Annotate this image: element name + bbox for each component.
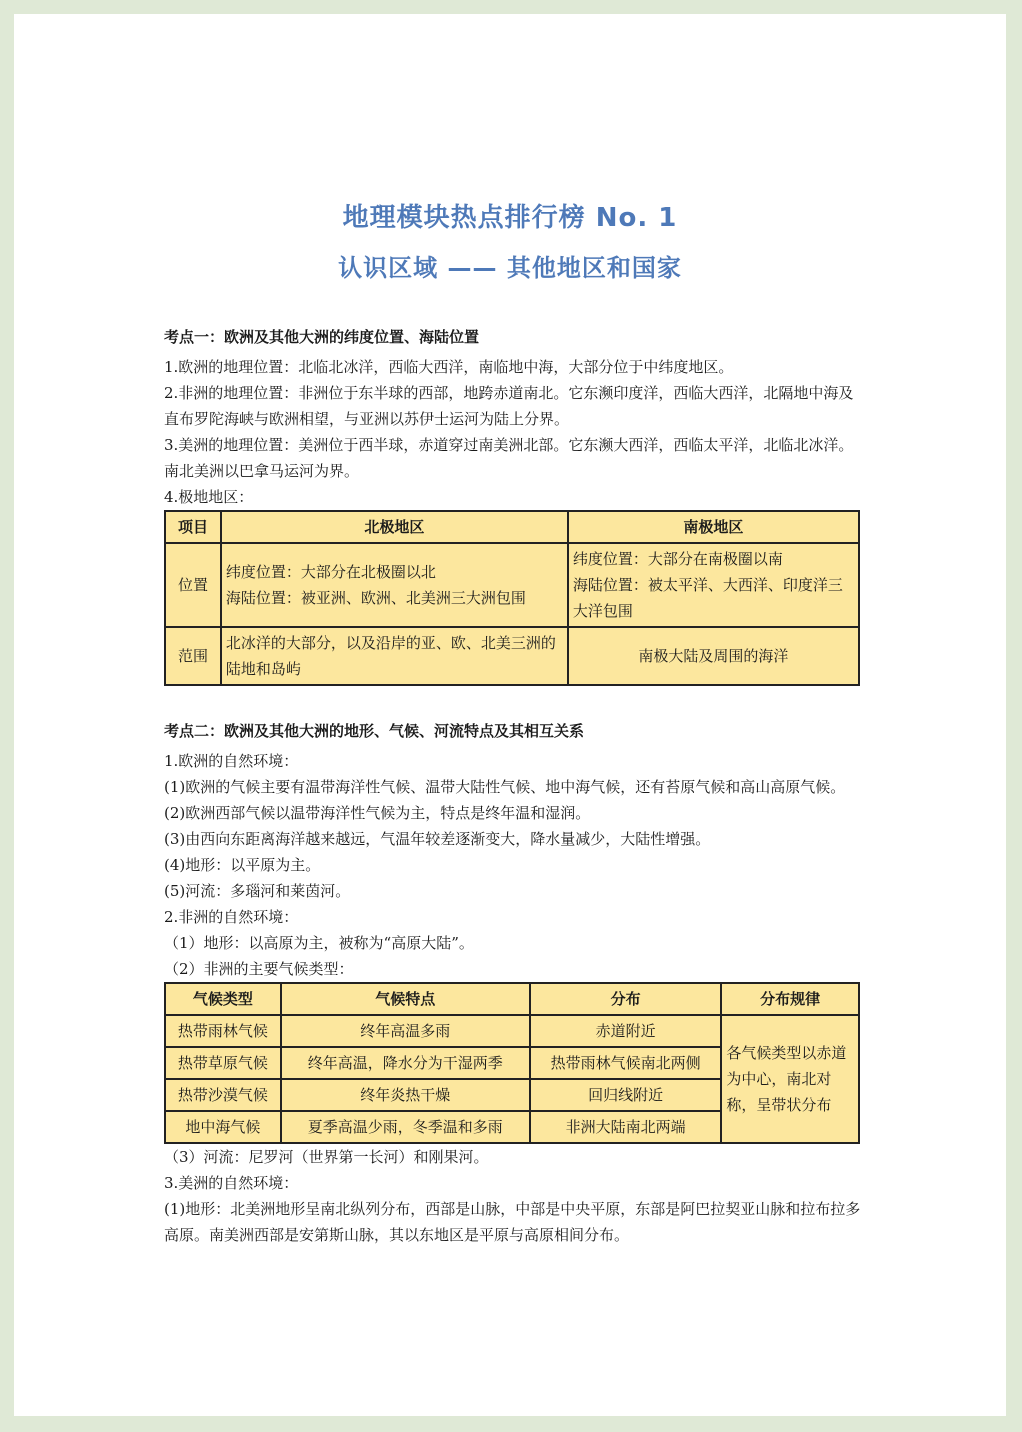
section2-heading: 考点二：欧洲及其他大洲的地形、气候、河流特点及其相互关系: [164, 722, 585, 740]
section1-heading: 考点一：欧洲及其他大洲的纬度位置、海陆位置: [164, 328, 480, 346]
table-header-cell: 南极地区: [568, 511, 859, 543]
cell-line: 海陆位置：被太平洋、大西洋、印度洋三大洋包围: [572, 576, 843, 620]
document-body: [164, 324, 864, 1248]
section2-para: (4)地形：以平原为主。: [164, 856, 321, 874]
cell-line: 海陆位置：被亚洲、欧洲、北美洲三大洲包围: [225, 589, 526, 607]
table-cell-south: [568, 543, 859, 627]
section2-para: 1.欧洲的自然环境：: [164, 752, 299, 770]
table-cell: 终年炎热干燥: [281, 1079, 530, 1111]
cell-line: 纬度位置：大部分在北极圈以北: [225, 563, 436, 581]
table-cell: 热带沙漠气候: [165, 1079, 281, 1111]
table-header-cell: 分布规律: [721, 983, 859, 1015]
document-subtitle: 认识区域 —— 其他地区和国家: [338, 254, 682, 282]
table-header-cell: 项目: [165, 511, 221, 543]
section2-para: 2.非洲的自然环境：: [164, 908, 299, 926]
table-cell: 热带草原气候: [165, 1047, 281, 1079]
table-row-label: 位置: [165, 543, 221, 627]
table-cell-north: [221, 543, 568, 627]
distribution-rule-cell: 各气候类型以赤道为中心，南北对称，呈带状分布: [721, 1015, 859, 1143]
africa-climate-table: [164, 982, 860, 1144]
section-spacer: [164, 686, 864, 718]
table-row: [165, 543, 859, 627]
table-header-cell: 北极地区: [221, 511, 568, 543]
table-row: [165, 1015, 859, 1047]
table-header-cell: 气候特点: [281, 983, 530, 1015]
table-cell-south: 南极大陆及周围的海洋: [568, 627, 859, 685]
table-cell: 回归线附近: [530, 1079, 721, 1111]
section2-para: (5)河流：多瑙河和莱茵河。: [164, 882, 351, 900]
table-cell: 夏季高温少雨，冬季温和多雨: [281, 1111, 530, 1143]
table-cell: 地中海气候: [165, 1111, 281, 1143]
section2-para: (2)欧洲西部气候以温带海洋性气候为主，特点是终年温和湿润。: [164, 804, 591, 822]
document-page: [14, 14, 1006, 1416]
table-cell-north: 北冰洋的大部分，以及沿岸的亚、欧、北美三洲的陆地和岛屿: [221, 627, 568, 685]
section2-para: （2）非洲的主要气候类型：: [164, 960, 354, 978]
table-header-cell: 气候类型: [165, 983, 281, 1015]
table-cell: 赤道附近: [530, 1015, 721, 1047]
table-row: [165, 627, 859, 685]
section1-para: 2.非洲的地理位置：非洲位于东半球的西部，地跨赤道南北。它东濒印度洋，西临大西洋，北隔地中海及直布罗陀海峡与欧洲相望，与亚洲以苏伊士运河为陆上分界。: [164, 384, 854, 428]
table-header-cell: 分布: [530, 983, 721, 1015]
table-cell: 终年高温，降水分为干湿两季: [281, 1047, 530, 1079]
section2-para: (3)由西向东距离海洋越来越远，气温年较差逐渐变大，降水量减少，大陆性增强。: [164, 830, 711, 848]
section2-para: （3）河流：尼罗河（世界第一长河）和刚果河。: [164, 1148, 489, 1166]
table-row-label: 范围: [165, 627, 221, 685]
section2-para: （1）地形：以高原为主，被称为“高原大陆”。: [164, 934, 474, 952]
section2-para: 3.美洲的自然环境：: [164, 1174, 299, 1192]
document-title: 地理模块热点排行榜 No. 1: [342, 203, 678, 233]
table-header-row: [165, 511, 859, 543]
section2-para: (1)地形：北美洲地形呈南北纵列分布，西部是山脉，中部是中央平原，东部是阿巴拉契亚山脉和拉布拉多高原。南美洲西部是安第斯山脉，其以东地区是平原与高原相间分布。: [164, 1200, 861, 1244]
table-cell: 非洲大陆南北两端: [530, 1111, 721, 1143]
table-cell: 热带雨林气候: [165, 1015, 281, 1047]
table-cell: 热带雨林气候南北两侧: [530, 1047, 721, 1079]
section1-para: 1.欧洲的地理位置：北临北冰洋，西临大西洋，南临地中海，大部分位于中纬度地区。: [164, 358, 734, 376]
section1-para: 4.极地地区：: [164, 488, 254, 506]
cell-line: 纬度位置：大部分在南极圈以南: [572, 550, 783, 568]
table-header-row: [165, 983, 859, 1015]
section2-para: (1)欧洲的气候主要有温带海洋性气候、温带大陆性气候、地中海气候，还有苔原气候和高山高原气候。: [164, 778, 846, 796]
polar-regions-table: [164, 510, 860, 686]
section1-para: 3.美洲的地理位置：美洲位于西半球，赤道穿过南美洲北部。它东濒大西洋，西临太平洋，北临北冰洋。南北美洲以巴拿马运河为界。: [164, 436, 854, 480]
table-cell: 终年高温多雨: [281, 1015, 530, 1047]
